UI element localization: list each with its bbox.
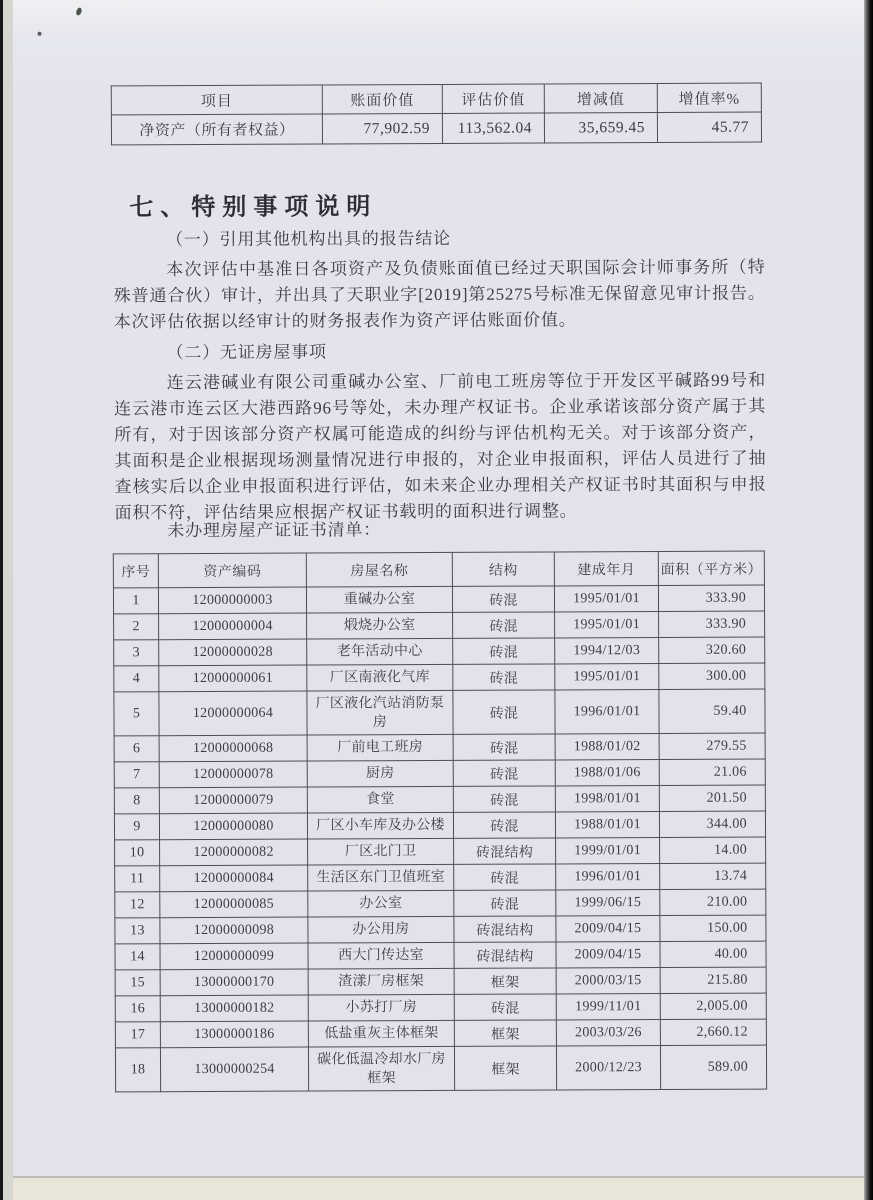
- table-row: [114, 811, 765, 840]
- col-assessed-value: 评估价值: [442, 84, 544, 113]
- structure: 砖混: [453, 638, 555, 664]
- col-house-name: 房屋名称: [306, 552, 452, 587]
- house-no: 11: [115, 866, 160, 892]
- structure: 框架: [454, 968, 556, 994]
- house-name: 西大门传达室: [308, 942, 454, 969]
- page-content: [10, 0, 866, 1180]
- house-name: 重碱办公室: [306, 586, 452, 613]
- area: 320.60: [659, 637, 765, 663]
- col-book-value: 账面价值: [322, 84, 442, 114]
- house-no: 8: [114, 788, 159, 814]
- asset-code: 13000000170: [160, 969, 308, 996]
- built-date: 2000/03/15: [556, 968, 660, 994]
- house-no: 13: [115, 918, 160, 944]
- structure: 砖混: [452, 586, 554, 612]
- rate-value: 45.77: [657, 112, 761, 142]
- area: 21.06: [659, 759, 765, 785]
- house-no: 1: [113, 588, 158, 614]
- built-date: 2003/03/26: [556, 1020, 660, 1046]
- table-row: [115, 941, 766, 970]
- asset-code: 12000000099: [160, 943, 308, 970]
- area: 201.50: [659, 785, 765, 811]
- table-row: [115, 1045, 766, 1092]
- structure: 框架: [454, 1020, 556, 1046]
- asset-code: 12000000098: [160, 917, 308, 944]
- structure: 砖混: [453, 664, 555, 690]
- structure: 砖混结构: [454, 838, 556, 864]
- house-no: 2: [114, 614, 159, 640]
- asset-code: 12000000028: [159, 639, 307, 666]
- house-no: 12: [115, 892, 160, 918]
- asset-code: 12000000068: [159, 735, 307, 762]
- col-item: 项目: [111, 85, 322, 115]
- asset-code: 12000000078: [159, 761, 307, 788]
- built-date: 1996/01/01: [556, 864, 660, 890]
- table-row: [115, 889, 766, 918]
- house-name: 厨房: [307, 760, 453, 787]
- scan-speck: [38, 32, 42, 36]
- table-row: [114, 785, 765, 814]
- table-row: [115, 993, 766, 1022]
- asset-code: 12000000004: [159, 613, 307, 640]
- house-name: 厂区小车库及办公楼: [307, 812, 453, 839]
- structure: 砖混: [453, 690, 555, 734]
- area: 14.00: [660, 837, 766, 863]
- table-row: [115, 863, 766, 892]
- area: 300.00: [659, 663, 765, 689]
- summary-header-row: [111, 83, 761, 115]
- asset-code: 13000000186: [160, 1021, 308, 1048]
- structure: 砖混结构: [454, 916, 556, 942]
- table-row: [114, 759, 765, 788]
- house-name: 办公用房: [308, 916, 454, 943]
- assessed-value: 113,562.04: [442, 113, 544, 143]
- house-no: 14: [115, 944, 160, 970]
- structure: 砖混: [453, 612, 555, 638]
- built-date: 2009/04/15: [556, 916, 660, 942]
- house-no: 3: [114, 640, 159, 666]
- structure: 砖混: [453, 760, 555, 786]
- area: 344.00: [659, 811, 765, 837]
- structure: 砖混: [454, 890, 556, 916]
- table-row: [114, 663, 765, 692]
- built-date: 2000/12/23: [556, 1046, 660, 1090]
- scan-speck: [75, 7, 82, 16]
- house-name: 厂前电工班房: [307, 734, 453, 761]
- asset-code: 12000000082: [160, 839, 308, 866]
- asset-code: 12000000080: [159, 813, 307, 840]
- built-date: 2009/04/15: [556, 942, 660, 968]
- built-date: 1995/01/01: [555, 664, 659, 690]
- built-date: 1998/01/01: [555, 786, 659, 812]
- col-built-date: 建成年月: [554, 552, 658, 586]
- house-name: 厂区南液化气库: [307, 664, 453, 691]
- house-name: 厂区液化汽站消防泵房: [307, 690, 453, 735]
- table-row: [114, 689, 765, 736]
- col-asset-code: 资产编码: [158, 553, 306, 588]
- net-asset-summary-table: [111, 83, 762, 146]
- area: 40.00: [660, 941, 766, 967]
- house-no: 9: [114, 814, 159, 840]
- house-no: 4: [114, 666, 159, 692]
- built-date: 1999/06/15: [556, 890, 660, 916]
- item-label: 净资产（所有者权益）: [111, 114, 322, 145]
- net-asset-row: [111, 112, 761, 145]
- structure: 框架: [454, 1046, 556, 1090]
- area: 215.80: [660, 967, 766, 993]
- area: 150.00: [660, 915, 766, 941]
- asset-code: 12000000061: [159, 665, 307, 692]
- house-list-caption: 未办理房屋产证证书清单：: [167, 520, 382, 541]
- document-page: [13, 0, 864, 1178]
- table-row: [114, 637, 765, 666]
- col-no: 序号: [113, 554, 158, 588]
- structure: 砖混: [453, 812, 555, 838]
- area: 333.90: [659, 611, 765, 637]
- area: 13.74: [660, 863, 766, 889]
- built-date: 1995/01/01: [555, 612, 659, 638]
- house-name: 生活区东门卫值班室: [308, 864, 454, 891]
- house-name: 煅烧办公室: [307, 612, 453, 639]
- structure: 砖混: [453, 786, 555, 812]
- house-name: 渣漾厂房框架: [308, 968, 454, 995]
- asset-code: 12000000064: [159, 691, 307, 736]
- change-value: 35,659.45: [544, 113, 657, 143]
- house-no: 15: [115, 970, 160, 996]
- house-no: 7: [114, 762, 159, 788]
- area: 59.40: [659, 689, 765, 733]
- structure: 砖混: [454, 864, 556, 890]
- house-header-row: [113, 551, 764, 588]
- subsection-2-paragraph: 连云港碱业有限公司重碱办公室、厂前电工班房等位于开发区平碱路99号和连云港市连云区大港西路96号等处，未办理产权证书。企业承诺该部分资产属于其所有，对于因该部分资产权属可能造成的纠纷与评估机构无关。对于该部分资产，其面积是企业根据现场测量情况进行申报的，对企业申报面积，评估人员进行了抽查核实后以企业申报面积进行评估，如未来企业办理相关产权证书时其面积与申报面积不符，评估结果应根据产权证书载明的面积进行调整。: [114, 370, 767, 523]
- built-date: 1995/01/01: [554, 586, 658, 612]
- built-date: 1994/12/03: [555, 638, 659, 664]
- built-date: 1988/01/06: [555, 760, 659, 786]
- asset-code: 13000000182: [160, 995, 308, 1022]
- col-change: 增减值: [544, 84, 657, 113]
- asset-code: 13000000254: [160, 1047, 308, 1092]
- house-no: 5: [114, 692, 159, 736]
- col-structure: 结构: [452, 552, 554, 586]
- asset-code: 12000000085: [160, 891, 308, 918]
- house-no: 10: [115, 840, 160, 866]
- uncertified-house-table: [113, 551, 767, 1093]
- table-row: [114, 611, 765, 640]
- house-name: 办公室: [308, 890, 454, 917]
- area: 2,660.12: [660, 1019, 766, 1045]
- col-area: 面积（平方米）: [658, 551, 764, 585]
- subsection-2-title: （二）无证房屋事项: [166, 342, 327, 363]
- house-no: 16: [115, 996, 160, 1022]
- built-date: 1996/01/01: [555, 690, 659, 734]
- area: 2,005.00: [660, 993, 766, 1019]
- section-heading: 七、特别事项说明: [129, 193, 378, 222]
- area: 333.90: [658, 585, 764, 611]
- house-name: 厂区北门卫: [308, 838, 454, 865]
- built-date: 1999/11/01: [556, 994, 660, 1020]
- subsection-1-paragraph: 本次评估中基准日各项资产及负债账面值已经过天职国际会计师事务所（特殊普通合伙）审计，并出具了天职业字[2019]第25275号标准无保留意见审计报告。本次评估依据以经审计的财务报表作为资产评估账面价值。: [113, 257, 766, 332]
- house-no: 6: [114, 736, 159, 762]
- house-name: 小苏打厂房: [308, 994, 454, 1021]
- structure: 砖混结构: [454, 942, 556, 968]
- table-row: [114, 733, 765, 762]
- house-name: 食堂: [307, 786, 453, 813]
- house-no: 17: [115, 1022, 160, 1048]
- asset-code: 12000000079: [159, 787, 307, 814]
- house-name: 低盐重灰主体框架: [308, 1020, 454, 1047]
- area: 210.00: [660, 889, 766, 915]
- built-date: 1988/01/01: [555, 812, 659, 838]
- asset-code: 12000000003: [158, 587, 306, 614]
- subsection-1-title: （一）引用其他机构出具的报告结论: [166, 228, 451, 250]
- table-row: [115, 837, 766, 866]
- structure: 砖混: [454, 994, 556, 1020]
- house-name: 碳化低温冷却水厂房框架: [308, 1046, 454, 1091]
- area: 589.00: [660, 1045, 766, 1089]
- house-name: 老年活动中心: [307, 638, 453, 665]
- table-row: [115, 915, 766, 944]
- structure: 砖混: [453, 734, 555, 760]
- table-row: [115, 967, 766, 996]
- book-value: 77,902.59: [322, 113, 442, 144]
- house-no: 18: [115, 1048, 160, 1092]
- table-row: [115, 1019, 766, 1048]
- col-rate: 增值率%: [657, 83, 761, 112]
- table-row: [113, 585, 764, 614]
- built-date: 1999/01/01: [556, 838, 660, 864]
- asset-code: 12000000084: [160, 865, 308, 892]
- section-text: [113, 225, 766, 532]
- area: 279.55: [659, 733, 765, 759]
- built-date: 1988/01/02: [555, 734, 659, 760]
